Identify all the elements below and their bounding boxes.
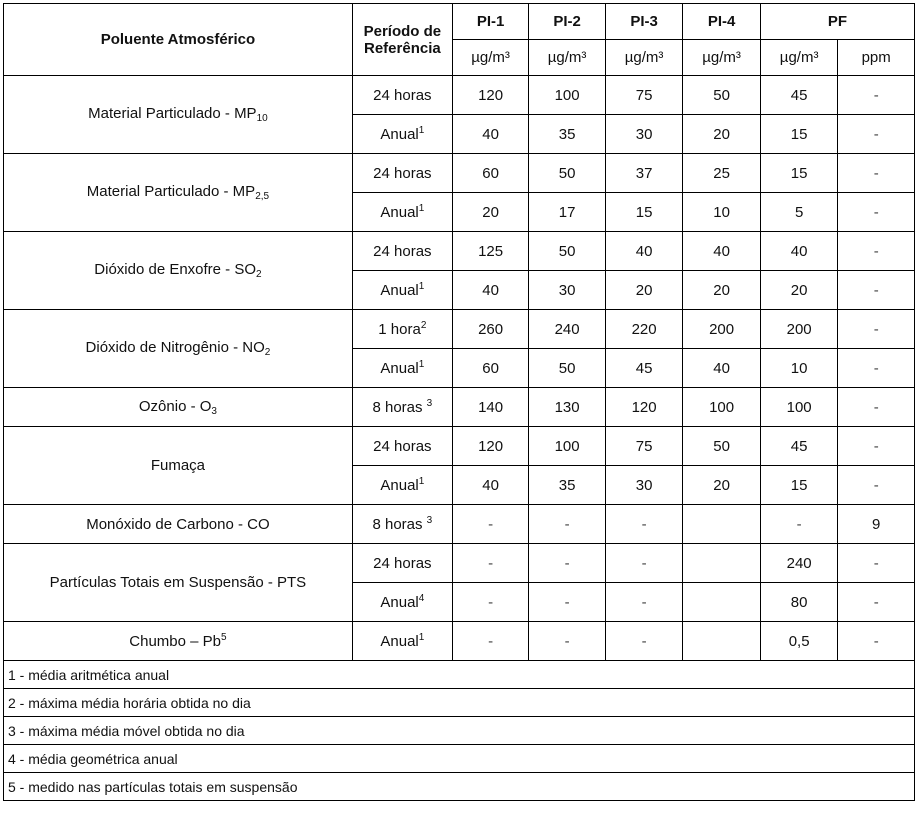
pollutant-name: Material Particulado - MP [88,105,257,122]
footnote-text: 3 - máxima média móvel obtida no dia [4,717,915,745]
pollutant-subscript: 2,5 [255,191,270,202]
pollutant-name-cell [4,427,353,505]
period-cell [352,115,452,154]
value-cell: 40 [605,232,683,271]
period-cell [352,154,452,193]
period-label: Anual [380,204,419,221]
period-footnote-mark: 1 [418,476,425,487]
value-cell: - [838,466,915,505]
value-cell: 40 [760,232,838,271]
period-cell [352,76,452,115]
value-cell: - [838,193,915,232]
header-period-line1: Período de [363,22,442,40]
value-cell: 15 [605,193,683,232]
value-cell: - [452,583,529,622]
unit-pi2: µg/m³ [529,40,606,76]
air-quality-standards-table [3,3,915,801]
unit-pi1: µg/m³ [452,40,529,76]
period-cell [352,622,452,661]
footnote-text: 2 - máxima média horária obtida no dia [4,689,915,717]
value-cell: 60 [452,349,529,388]
value-cell: 120 [605,388,683,427]
value-cell: 50 [683,427,761,466]
period-footnote-mark: 3 [426,515,433,526]
pollutant-name-cell [4,544,353,622]
value-cell: 40 [452,466,529,505]
value-cell: 240 [529,310,606,349]
period-cell [352,388,452,427]
pollutant-name-cell [4,76,353,154]
header-pi3: PI-3 [605,4,683,40]
table-row [4,622,915,661]
period-cell [352,193,452,232]
pollutant-name-cell [4,232,353,310]
value-cell: 10 [683,193,761,232]
pollutant-name: Material Particulado - MP [86,183,256,200]
table-row [4,505,915,544]
value-cell: - [838,388,915,427]
footnote-text: 4 - média geométrica anual [4,745,915,773]
period-label: Anual [380,282,419,299]
value-cell: 50 [529,154,606,193]
value-cell: 0,5 [760,622,838,661]
footnote-text: 1 - média aritmética anual [4,661,915,689]
period-label: 8 horas [372,516,427,533]
table-row [4,76,915,115]
value-cell: - [605,622,683,661]
table-row [4,310,915,349]
footnote-text: 5 - medido nas partículas totais em suspensão [4,773,915,801]
value-cell: 200 [683,310,761,349]
value-cell: 30 [605,115,683,154]
pollutant-name: Ozônio - O [138,397,212,415]
value-cell: 20 [683,115,761,154]
value-cell [683,583,761,622]
value-cell: 20 [760,271,838,310]
value-cell: - [838,544,915,583]
unit-pi4: µg/m³ [683,40,761,76]
period-label: 24 horas [373,164,432,182]
value-cell: 40 [683,232,761,271]
value-cell: 200 [760,310,838,349]
header-pi1: PI-1 [452,4,529,40]
value-cell: 260 [452,310,529,349]
value-cell: 45 [605,349,683,388]
footnote-row [4,661,915,689]
period-label: 24 horas [373,437,432,455]
value-cell: - [452,505,529,544]
period-cell [352,349,452,388]
value-cell: 25 [683,154,761,193]
unit-pi3: µg/m³ [605,40,683,76]
period-cell [352,427,452,466]
pollutant-name: Monóxido de Carbono - CO [86,515,270,533]
pollutant-name: Dióxido de Nitrogênio - NO [85,339,265,356]
pollutant-subscript: 3 [211,405,217,417]
value-cell: - [529,622,606,661]
header-pi4: PI-4 [683,4,761,40]
value-cell: - [605,505,683,544]
value-cell: 40 [683,349,761,388]
value-cell: 15 [760,115,838,154]
value-cell [683,622,761,661]
value-cell: 20 [683,466,761,505]
value-cell: 140 [452,388,529,427]
period-footnote-mark: 1 [418,125,425,136]
footnote-row [4,689,915,717]
period-label: Anual [380,360,419,377]
period-footnote-mark: 2 [420,320,427,331]
pollutant-name-cell [4,154,353,232]
table-row [4,544,915,583]
period-label: 24 horas [373,86,432,104]
value-cell: - [838,76,915,115]
value-cell: 80 [760,583,838,622]
footnote-row [4,717,915,745]
period-cell [352,271,452,310]
header-pi2: PI-2 [529,4,606,40]
value-cell: 45 [760,76,838,115]
period-cell [352,466,452,505]
value-cell: - [838,154,915,193]
period-label: 24 horas [373,242,432,260]
value-cell: 120 [452,427,529,466]
period-cell [352,232,452,271]
unit-pf: µg/m³ [760,40,838,76]
value-cell: - [838,427,915,466]
value-cell: - [452,622,529,661]
value-cell: - [529,583,606,622]
pollutant-name: Chumbo – Pb [129,633,222,650]
value-cell: - [838,115,915,154]
value-cell: 9 [838,505,915,544]
table-row [4,154,915,193]
value-cell: 40 [452,271,529,310]
value-cell: - [529,505,606,544]
pollutant-name-cell [4,388,353,427]
pollutant-subscript: 2 [256,269,262,280]
period-footnote-mark: 1 [418,359,425,370]
pollutant-footnote-mark: 5 [221,632,227,643]
table-row [4,388,915,427]
pollutant-name-cell [4,505,353,544]
value-cell: - [452,544,529,583]
table-row [4,427,915,466]
value-cell: - [838,310,915,349]
pollutant-subscript: 10 [256,113,268,124]
value-cell: - [838,271,915,310]
pollutant-name-cell [4,310,353,388]
value-cell: 60 [452,154,529,193]
period-label: Anual [380,126,419,143]
value-cell: 125 [452,232,529,271]
table-row [4,232,915,271]
value-cell: 30 [605,466,683,505]
period-cell [352,310,452,349]
value-cell: - [760,505,838,544]
period-label: 1 hora [378,321,421,338]
value-cell: 75 [605,76,683,115]
period-footnote-mark: 3 [426,398,433,409]
value-cell: 100 [760,388,838,427]
value-cell [683,505,761,544]
value-cell: 40 [452,115,529,154]
value-cell: 50 [529,349,606,388]
value-cell: - [838,583,915,622]
value-cell: 50 [683,76,761,115]
table-body [4,76,915,801]
value-cell: 75 [605,427,683,466]
header-period-line2: Referência [364,39,441,57]
value-cell: - [605,583,683,622]
value-cell: 20 [452,193,529,232]
pollutant-name: Fumaça [150,457,206,474]
table-container [3,3,915,801]
period-cell [352,544,452,583]
value-cell: 10 [760,349,838,388]
value-cell: 35 [529,115,606,154]
value-cell: 220 [605,310,683,349]
value-cell: 35 [529,466,606,505]
value-cell [683,544,761,583]
value-cell: 240 [760,544,838,583]
pollutant-subscript: 2 [264,347,271,358]
value-cell: - [605,544,683,583]
value-cell: - [838,622,915,661]
period-label: 8 horas [372,399,427,416]
period-footnote-mark: 1 [418,203,425,214]
period-footnote-mark: 1 [418,632,425,643]
period-cell [352,505,452,544]
value-cell: - [838,349,915,388]
pollutant-name: Dióxido de Enxofre - SO [94,261,257,278]
value-cell: 5 [760,193,838,232]
value-cell: 100 [683,388,761,427]
value-cell: 15 [760,466,838,505]
value-cell: 20 [683,271,761,310]
value-cell: 100 [529,427,606,466]
value-cell: 20 [605,271,683,310]
unit-pf-ppm: ppm [838,40,915,76]
period-label: Anual [380,477,419,494]
pollutant-name: Partículas Totais em Suspensão - PTS [49,574,307,591]
period-cell [352,583,452,622]
value-cell: 17 [529,193,606,232]
value-cell: 45 [760,427,838,466]
header-period [352,4,452,76]
period-footnote-mark: 4 [418,593,425,604]
value-cell: 100 [529,76,606,115]
value-cell: 37 [605,154,683,193]
header-pf: PF [760,4,914,40]
period-label: Anual [380,633,419,650]
value-cell: 50 [529,232,606,271]
period-footnote-mark: 1 [418,281,425,292]
header-pollutant: Poluente Atmosférico [4,4,353,76]
footnote-row [4,773,915,801]
value-cell: - [529,544,606,583]
pollutant-name-cell [4,622,353,661]
value-cell: 120 [452,76,529,115]
footnote-row [4,745,915,773]
period-label: 24 horas [373,554,432,572]
period-label: Anual [380,594,419,611]
value-cell: 15 [760,154,838,193]
value-cell: 30 [529,271,606,310]
value-cell: - [838,232,915,271]
value-cell: 130 [529,388,606,427]
